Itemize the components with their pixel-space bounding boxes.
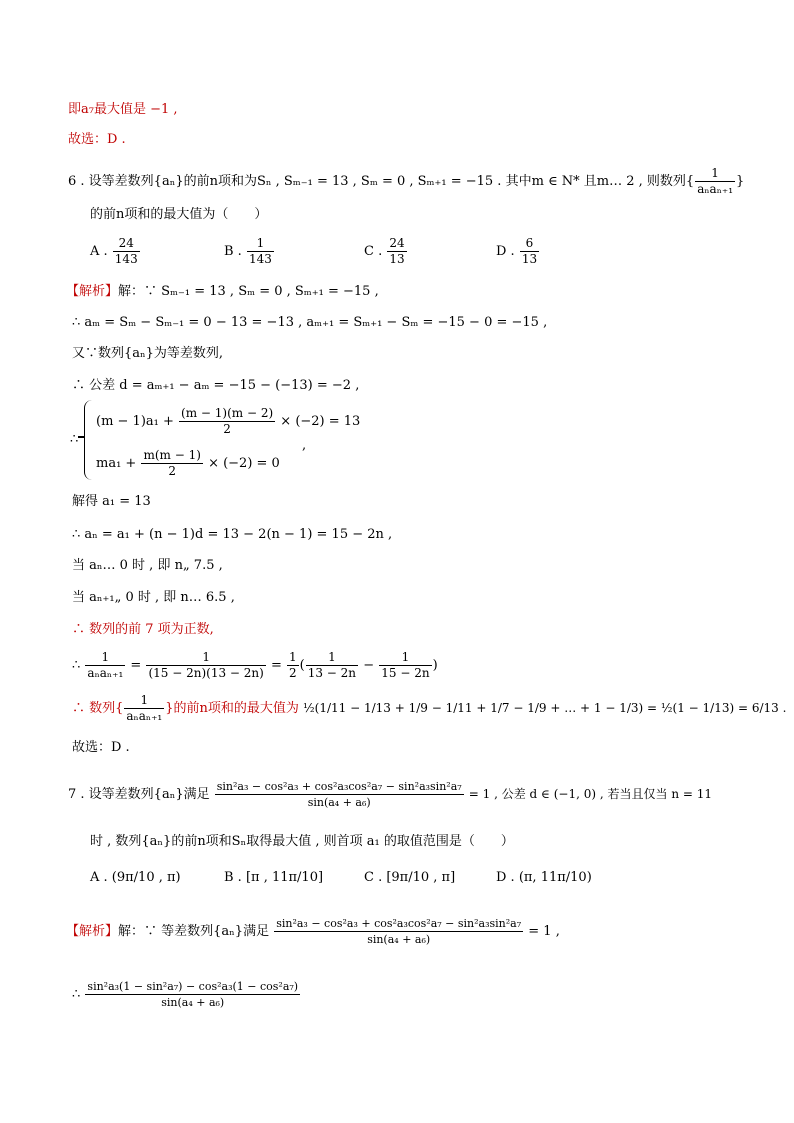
eq-text: ∴ (72, 658, 81, 673)
q6-option-c (364, 236, 408, 267)
choice-line: 故选：D . (68, 132, 126, 147)
eq-text: }的前n项和的最大值为 (165, 701, 299, 716)
solution-7-line-2 (72, 975, 301, 1015)
solution-6-line-8: 当 aₙ₊₁„ 0 时 , 即 n… 6.5 , (72, 590, 235, 605)
frac-den: 2 (223, 422, 231, 436)
q7-stem-text: 7 . 设等差数列{aₙ}满足 (68, 787, 210, 802)
solution-text: 解：∵ Sₘ₋₁ = 13 , Sₘ = 0 , Sₘ₊₁ = −15 , (118, 284, 379, 299)
frac-den: aₙaₙ₊₁ (87, 666, 124, 680)
frac-num: (m − 1)(m − 2) (181, 406, 274, 420)
eq-fraction (146, 650, 265, 681)
frac-num: sin²a₃ − cos²a₃ + cos²a₃cos²a₇ − sin²a₃sin²a₇ (276, 917, 522, 930)
solution-tag: 【解析】 (66, 284, 119, 299)
option-label: D . (496, 244, 515, 259)
frac-num: 6 (520, 236, 539, 252)
q6-fraction (695, 166, 735, 197)
solution-6-line-2: ∴ aₘ = Sₘ − Sₘ₋₁ = 0 − 13 = −13 , aₘ₊₁ = Sₘ₊₁ − Sₘ = −15 − 0 = −15 , (72, 315, 548, 330)
frac-num: 1 (289, 650, 297, 664)
eq-fraction (379, 650, 431, 681)
q7-option-a: A . (9π/10 , π) (90, 870, 181, 885)
frac-den: 13 − 2n (307, 666, 357, 680)
frac-den: sin(a₄ + a₆) (367, 933, 431, 946)
frac-den: 2 (168, 464, 177, 478)
q7-stem-text: = 1 , 公差 d ∈ (−1, 0) , 若当且仅当 n = 11 (468, 787, 713, 801)
sol7-fraction (274, 916, 523, 947)
system-eq-2 (96, 446, 280, 482)
system-comma: , (302, 438, 307, 453)
eq-text: ∴ 数列{ (72, 701, 124, 716)
frac-num: 1 (306, 650, 358, 666)
solution-7-line-1 (66, 912, 560, 952)
solution-6-line-5: 解得 a₁ = 13 (72, 494, 151, 509)
solution-6-line-7: 当 aₙ… 0 时 , 即 n„ 7.5 , (72, 558, 223, 573)
eq-text: = (130, 658, 142, 673)
solution-6-line-4: ∴ 公差 d = aₘ₊₁ − aₘ = −15 − (−13) = −2 , (72, 378, 360, 393)
eq-text: ( (299, 658, 305, 673)
frac-den: 15 − 2n (381, 666, 430, 680)
solution-6-line-9: ∴ 数列的前 7 项为正数, (72, 622, 214, 637)
frac-num: sin²a₃ − cos²a₃ + cos²a₃cos²a₇ − sin²a₃sin²a₇ (216, 780, 462, 793)
frac-num: 24 (389, 236, 405, 250)
system-therefore: ∴ (70, 432, 79, 447)
frac-num: 1 (146, 650, 265, 666)
frac-num: 1 (85, 650, 125, 666)
eq-text: ∴ (72, 987, 81, 1002)
solution-6-line-11 (72, 690, 786, 727)
eq-text: × (−2) = 13 (280, 414, 361, 429)
system-brace (84, 400, 93, 480)
q6-frac-den: aₙaₙ₊₁ (697, 182, 734, 196)
q6-frac-num: 1 (695, 166, 735, 182)
solution-text: = 1 , (528, 924, 560, 939)
system-eq-1 (96, 404, 360, 440)
frac-den: 143 (114, 252, 138, 266)
eq-fraction (179, 406, 275, 437)
frac-den: 143 (248, 252, 272, 266)
solution-tag: 【解析】 (66, 924, 119, 939)
q6-stem-close: } (736, 174, 745, 189)
frac-num: m(m − 1) (143, 448, 201, 462)
question-6-stem (68, 162, 744, 202)
frac-den: (15 − 2n)(13 − 2n) (148, 666, 264, 680)
frac-den: 2 (289, 666, 297, 680)
q6-stem-text: 6 . 设等差数列{aₙ}的前n项和为Sₙ , Sₘ₋₁ = 13 , Sₘ = 0 , Sₘ₊₁ = −15 . 其中m ∈ N* 且m… 2 , 则数列{ (68, 174, 695, 189)
frac-den: sin(a₄ + a₆) (161, 996, 225, 1009)
question-7-stem (68, 774, 712, 815)
solution-6-line-1 (66, 282, 379, 302)
q7-option-c: C . [9π/10 , π] (364, 870, 456, 885)
answer-line: 即a₇最大值是 −1 , (68, 102, 178, 117)
eq-text: ½(1/11 − 1/13 + 1/9 − 1/11 + 1/7 − 1/9 + … + 1 − 1/3) = ½(1 − 1/13) = 6/13 . (303, 701, 787, 715)
system-brace-tip (78, 436, 85, 438)
eq-text: (m − 1)a₁ + (96, 414, 174, 429)
question-7-stem-cont: 时 , 数列{aₙ}的前n项和Sₙ取得最大值 , 则首项 a₁ 的取值范围是（ ） (90, 834, 514, 849)
eq-fraction (141, 448, 202, 479)
solution-6-line-12: 故选：D . (72, 740, 130, 755)
frac-num: 24 (113, 236, 140, 252)
eq-fraction (85, 650, 125, 681)
solution-6-line-10 (72, 648, 438, 684)
q7-option-d: D . (π, 11π/10) (496, 870, 592, 885)
option-fraction (387, 236, 406, 267)
eq-fraction (287, 650, 299, 681)
eq-text: ma₁ + (96, 456, 137, 471)
eq-fraction (124, 693, 164, 724)
q7-fraction (215, 779, 464, 810)
q6-option-a (90, 236, 141, 267)
option-fraction (247, 236, 274, 267)
q7-option-b: B . [π , 11π/10] (224, 870, 324, 885)
solution-6-line-3: 又∵数列{aₙ}为等差数列, (72, 346, 224, 361)
frac-den: 13 (521, 252, 538, 266)
question-6-stem-cont: 的前n项和的最大值为（ ） (90, 207, 268, 222)
eq-text: = (270, 658, 282, 673)
eq-text: ) (432, 658, 438, 673)
option-label: C . (364, 244, 383, 259)
q6-option-d (496, 236, 540, 267)
eq-text: − (363, 658, 375, 673)
solution-6-line-6: ∴ aₙ = a₁ + (n − 1)d = 13 − 2(n − 1) = 15 − 2n , (72, 527, 393, 542)
frac-den: sin(a₄ + a₆) (307, 796, 371, 809)
frac-num: sin²a₃(1 − sin²a₇) − cos²a₃(1 − cos²a₇) (87, 980, 299, 993)
frac-num: 1 (124, 693, 164, 709)
option-fraction (113, 236, 140, 267)
frac-den: 13 (389, 252, 405, 266)
solution-text: 解：∵ 等差数列{aₙ}满足 (118, 924, 270, 939)
sol7-fraction-2 (85, 979, 300, 1010)
eq-fraction (306, 650, 358, 681)
eq-text: × (−2) = 0 (208, 456, 280, 471)
option-fraction (520, 236, 539, 267)
frac-den: aₙaₙ₊₁ (126, 709, 163, 723)
option-label: B . (224, 244, 242, 259)
frac-num: 1 (379, 650, 431, 666)
q6-option-b (224, 236, 275, 267)
option-label: A . (90, 244, 108, 259)
frac-num: 1 (247, 236, 274, 252)
